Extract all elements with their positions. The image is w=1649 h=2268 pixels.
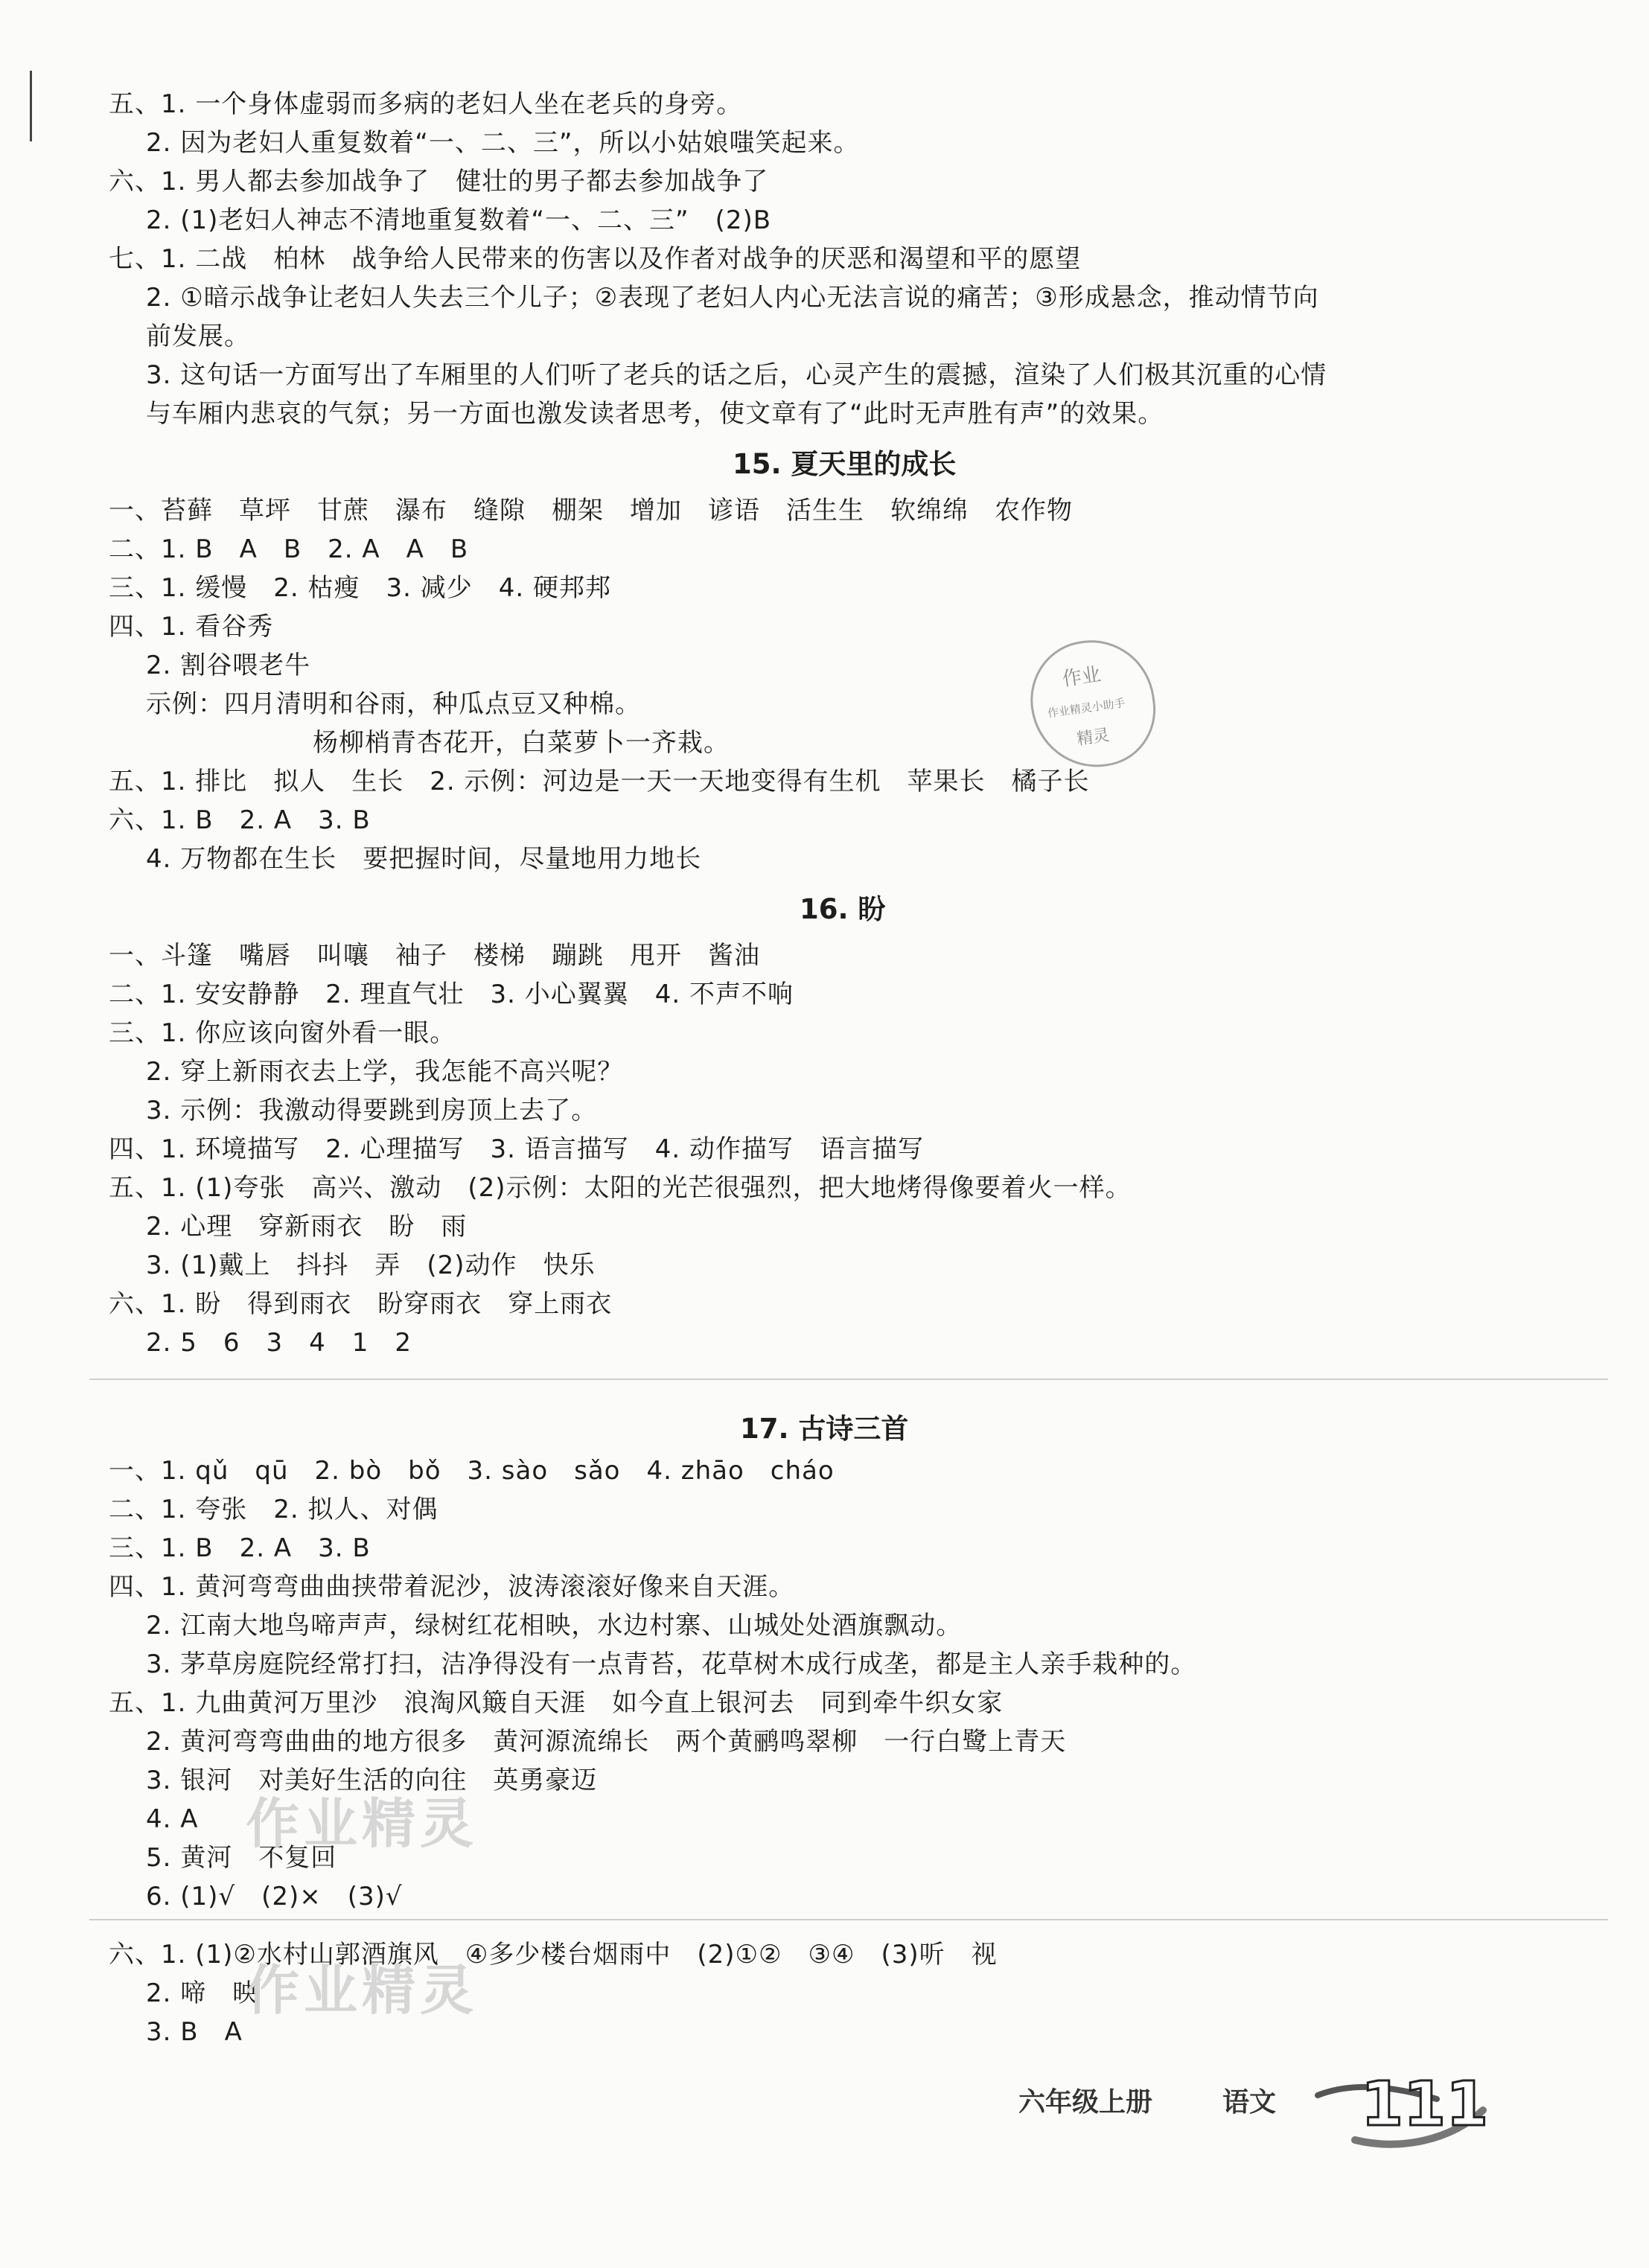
stamp-text: 作业: [1061, 663, 1103, 691]
answer-line: 示例：四月清明和谷雨，种瓜点豆又种棉。: [146, 689, 641, 719]
section-title-17: 17. 古诗三首: [740, 1413, 909, 1445]
section-title-15: 15. 夏天里的成长: [733, 448, 957, 480]
margin-mark: [30, 71, 32, 141]
answer-line: 4. A: [146, 1804, 199, 1834]
answer-line: 与车厢内悲哀的气氛；另一方面也激发读者思考，使文章有了“此时无声胜有声”的效果。: [146, 399, 1164, 429]
answer-line: 二、1. 夸张 2. 拟人、对偶: [109, 1495, 438, 1524]
answer-line: 杨柳梢青杏花开，白菜萝卜一齐栽。: [313, 728, 730, 758]
watermark: 作业精灵: [246, 1792, 479, 1855]
divider: [89, 1379, 1608, 1380]
answer-line: 六、1. (1)②水村山郭酒旗风 ④多少楼台烟雨中 (2)①② ③④ (3)听 视: [109, 1940, 998, 1970]
answer-line: 一、1. qǔ qū 2. bò bǒ 3. sào sǎo 4. zhāo cháo: [109, 1456, 835, 1486]
answer-line: 三、1. 你应该向窗外看一眼。: [109, 1018, 456, 1048]
answer-line: 2. 心理 穿新雨衣 盼 雨: [146, 1212, 468, 1242]
answer-line: 2. 江南大地鸟啼声声，绿树红花相映，水边村寨、山城处处酒旗飘动。: [146, 1611, 963, 1641]
watermark: 作业精灵: [246, 1959, 479, 2022]
answer-line: 4. 万物都在生长 要把握时间，尽量地用力地长: [146, 844, 702, 874]
answer-line: 五、1. 九曲黄河万里沙 浪淘风簸自天涯 如今直上银河去 同到牵牛织女家: [109, 1688, 1004, 1718]
answer-line: 二、1. 安安静静 2. 理直气壮 3. 小心翼翼 4. 不声不响: [109, 980, 794, 1009]
page-number: 111: [1361, 2069, 1489, 2140]
answer-line: 3. 银河 对美好生活的向往 英勇豪迈: [146, 1766, 598, 1795]
answer-line: 2. 啼 映: [146, 1978, 259, 2008]
answer-line: 二、1. B A B 2. A A B: [109, 534, 469, 564]
answer-line: 2. 割谷喂老牛: [146, 651, 311, 680]
answer-line: 三、1. B 2. A 3. B: [109, 1533, 371, 1563]
stamp-text: 作业精灵小助手: [1046, 696, 1126, 721]
answer-line: 五、1. 排比 拟人 生长 2. 示例：河边是一天一天地变得有生机 苹果长 橘子长: [109, 767, 1090, 796]
answer-line: 七、1. 二战 柏林 战争给人民带来的伤害以及作者对战争的厌恶和渴望和平的愿望: [109, 244, 1082, 274]
answer-line: 2. 黄河弯弯曲曲的地方很多 黄河源流绵长 两个黄鹂鸣翠柳 一行白鹭上青天: [146, 1727, 1067, 1757]
answer-line: 六、1. 男人都去参加战争了 健壮的男子都去参加战争了: [109, 167, 769, 197]
answer-line: 五、1. (1)夸张 高兴、激动 (2)示例：太阳的光芒很强烈，把大地烤得像要着火一样。: [109, 1173, 1132, 1203]
answer-line: 3. (1)戴上 抖抖 弄 (2)动作 快乐: [146, 1250, 596, 1280]
answer-line: 2. ①暗示战争让老妇人失去三个儿子；②表现了老妇人内心无法言说的痛苦；③形成悬念，推动情节向: [146, 283, 1319, 313]
answer-line: 2. 因为老妇人重复数着“一、二、三”，所以小姑娘嗤笑起来。: [146, 128, 860, 158]
answer-line: 一、斗篷 嘴唇 叫嚷 袖子 楼梯 蹦跳 甩开 酱油: [109, 941, 760, 971]
answer-line: 四、1. 环境描写 2. 心理描写 3. 语言描写 4. 动作描写 语言描写: [109, 1134, 924, 1164]
answer-line: 2. 穿上新雨衣去上学，我怎能不高兴呢？: [146, 1057, 624, 1087]
answer-line: 六、1. B 2. A 3. B: [109, 805, 371, 835]
answer-line: 2. 5 6 3 4 1 2: [146, 1328, 412, 1358]
divider: [89, 1919, 1608, 1920]
answer-line: 3. B A: [146, 2017, 243, 2047]
answer-line: 5. 黄河 不复回: [146, 1843, 337, 1873]
answer-line: 3. 茅草房庭院经常打扫，洁净得没有一点青苔，花草树木成行成垄，都是主人亲手栽种的。: [146, 1649, 1197, 1679]
section-title-16: 16. 盼: [800, 893, 886, 925]
stamp-text: 精灵: [1075, 726, 1111, 750]
answer-line: 三、1. 缓慢 2. 枯瘦 3. 减少 4. 硬邦邦: [109, 573, 611, 603]
footer-subject: 语文: [1222, 2087, 1277, 2118]
answer-line: 3. 这句话一方面写出了车厢里的人们听了老兵的话之后，心灵产生的震撼，渲染了人们极其沉重的心情: [146, 360, 1327, 390]
stamp-logo: [1023, 632, 1163, 775]
answer-line: 6. (1)√ (2)× (3)√: [146, 1882, 403, 1911]
answer-line: 四、1. 黄河弯弯曲曲挟带着泥沙，波涛滚滚好像来自天涯。: [109, 1572, 795, 1602]
answer-line: 2. (1)老妇人神志不清地重复数着“一、二、三” (2)B: [146, 205, 772, 235]
answer-line: 3. 示例：我激动得要跳到房顶上去了。: [146, 1096, 598, 1125]
footer-grade: 六年级上册: [1018, 2087, 1153, 2118]
answer-line: 前发展。: [146, 322, 250, 351]
answer-line: 一、苔藓 草坪 甘蔗 瀑布 缝隙 棚架 增加 谚语 活生生 软绵绵 农作物: [109, 496, 1073, 526]
answer-line: 四、1. 看谷秀: [109, 612, 274, 642]
answer-line: 六、1. 盼 得到雨衣 盼穿雨衣 穿上雨衣: [109, 1289, 613, 1319]
answer-line: 五、1. 一个身体虚弱而多病的老妇人坐在老兵的身旁。: [109, 89, 743, 119]
